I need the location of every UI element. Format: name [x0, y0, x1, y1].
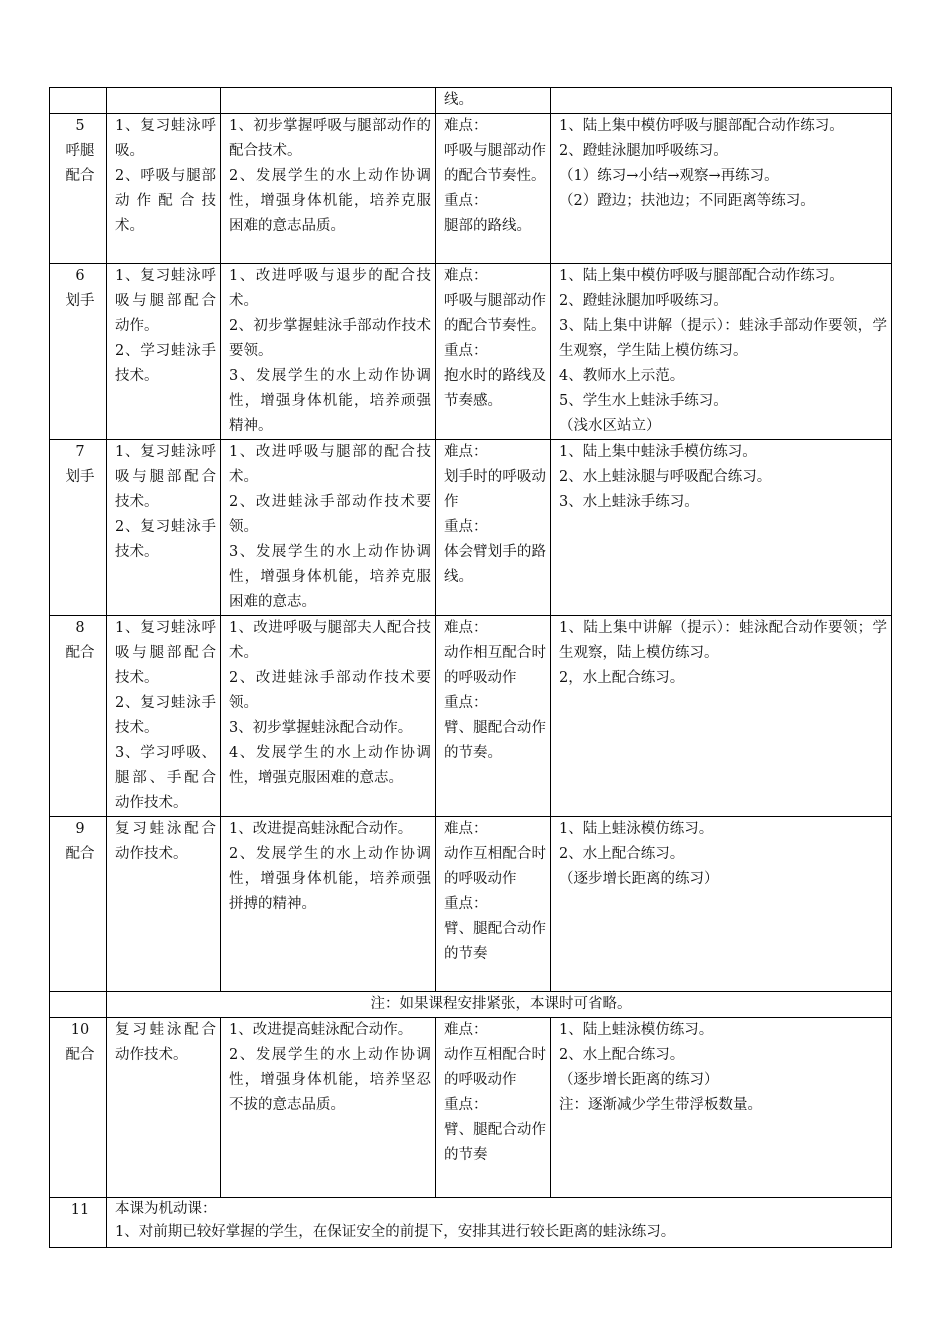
methods-cell-line: 3、水上蛙泳手练习。 [559, 494, 699, 510]
lesson-number: 11 [50, 1198, 107, 1248]
content-cell [107, 817, 221, 992]
key-points-cell-line: 臂、腿配合动作的节奏 [444, 1122, 546, 1163]
key-points-cell [436, 88, 551, 114]
goals-cell [221, 264, 436, 440]
lesson-number: 9 [75, 821, 85, 837]
key-points-cell-line: 难点： [444, 444, 488, 460]
methods-cell [551, 817, 892, 992]
key-points-cell-line: 臂、腿配合动作的节奏 [444, 921, 546, 962]
lesson-number-cell [50, 114, 107, 264]
methods-cell-line: 1、陆上集中讲解（提示）：蛙泳配合动作要领；学生观察，陆上模仿练习。 [559, 620, 887, 661]
key-points-cell-line: 重点： [444, 519, 488, 535]
goals-cell [221, 88, 436, 114]
key-points-cell-line: 重点： [444, 896, 488, 912]
goals-cell-line: 1、改进提高蛙泳配合动作。 [229, 1022, 413, 1038]
goals-cell-line: 2、改进蛙泳手部动作技术要领。 [229, 670, 431, 711]
goals-cell-line: 1、改进提高蛙泳配合动作。 [229, 821, 413, 837]
lesson-number: 6 [75, 268, 85, 284]
key-points-cell-line: 抱水时的路线及节奏感。 [444, 368, 546, 409]
table-row [50, 817, 892, 992]
content-cell [107, 440, 221, 616]
methods-cell-line: 2、水上蛙泳腿与呼吸配合练习。 [559, 469, 772, 485]
lesson-number-cell [50, 88, 107, 114]
flex-lesson-line: 1、对前期已较好掌握的学生，在保证安全的前提下，安排其进行较长距离的蛙泳练习。 [115, 1224, 676, 1240]
note-row [50, 992, 892, 1018]
key-points-cell-line: 难点： [444, 118, 488, 134]
methods-cell-line: 1、陆上集中蛙泳手模仿练习。 [559, 444, 757, 460]
key-points-cell-line: 体会臂划手的路线。 [444, 544, 546, 585]
goals-cell [221, 114, 436, 264]
goals-cell-line: 1、改进呼吸与腿部的配合技术。 [229, 444, 431, 485]
lesson-number-cell [50, 1018, 107, 1198]
methods-cell-line: 2，水上配合练习。 [559, 670, 685, 686]
methods-cell-line: 1、陆上集中模仿呼吸与腿部配合动作练习。 [559, 118, 844, 134]
methods-cell-line: 2、水上配合练习。 [559, 1047, 685, 1063]
methods-cell [551, 88, 892, 114]
key-points-cell-line: 动作互相配合时的呼吸动作 [444, 846, 546, 887]
key-points-cell-line: 动作相互配合时的呼吸动作 [444, 645, 546, 686]
lesson-name: 划手 [65, 293, 95, 309]
methods-cell-line: （逐步增长距离的练习） [559, 1072, 719, 1088]
table-row [50, 440, 892, 616]
methods-cell [551, 264, 892, 440]
goals-cell [221, 616, 436, 817]
methods-cell [551, 440, 892, 616]
content-cell [107, 616, 221, 817]
key-points-cell [436, 616, 551, 817]
methods-cell-line: 1、陆上集中模仿呼吸与腿部配合动作练习。 [559, 268, 844, 284]
methods-cell [551, 616, 892, 817]
key-points-cell-line: 呼吸与腿部动作的配合节奏性。 [444, 293, 546, 334]
methods-cell-line: （逐步增长距离的练习） [559, 871, 719, 887]
table-row [50, 88, 892, 114]
content-cell-line: 1、复习蛙泳呼吸与腿部配合技术。 [115, 444, 216, 510]
methods-cell-line: 1、陆上蛙泳模仿练习。 [559, 1022, 714, 1038]
key-points-cell-line: 臂、腿配合动作的节奏。 [444, 720, 546, 761]
lesson-name: 配合 [65, 846, 95, 862]
key-points-cell [436, 264, 551, 440]
key-points-cell-line: 重点： [444, 343, 488, 359]
goals-cell [221, 440, 436, 616]
key-points-cell [436, 817, 551, 992]
key-points-cell-line: 难点： [444, 620, 488, 636]
lesson-name: 配合 [65, 645, 95, 661]
key-points-cell-line: 腿部的路线。 [444, 218, 531, 234]
lesson-number: 5 [75, 118, 85, 134]
empty-cell [50, 992, 107, 1018]
key-points-cell [436, 114, 551, 264]
lesson-name: 呼腿配合 [65, 143, 95, 184]
key-points-cell-line: 难点： [444, 1022, 488, 1038]
methods-cell-line: 2、蹬蛙泳腿加呼吸练习。 [559, 293, 728, 309]
key-points-cell-line: 重点： [444, 193, 488, 209]
content-cell-line: 1、复习蛙泳呼吸。 [115, 118, 216, 159]
content-cell-line: 2、学习蛙泳手技术。 [115, 343, 216, 384]
table-row [50, 264, 892, 440]
content-cell-line: 2、复习蛙泳手技术。 [115, 695, 216, 736]
content-cell-line: 3、学习呼吸、腿部、手配合动作技术。 [115, 745, 216, 811]
methods-cell-line: 2、蹬蛙泳腿加呼吸练习。 [559, 143, 728, 159]
goals-cell-line: 2、改进蛙泳手部动作技术要领。 [229, 494, 431, 535]
table-row [50, 114, 892, 264]
goals-cell-line: 4、发展学生的水上动作协调性，增强克服困难的意志。 [229, 745, 431, 786]
lesson-number: 10 [70, 1022, 90, 1038]
methods-cell-line: （2）蹬边；扶池边；不同距离等练习。 [559, 193, 815, 209]
key-points-cell-line: 呼吸与腿部动作的配合节奏性。 [444, 143, 546, 184]
content-cell [107, 264, 221, 440]
methods-cell-line: 2、水上配合练习。 [559, 846, 685, 862]
content-cell-line: 复习蛙泳配合动作技术。 [115, 1022, 216, 1063]
lesson-plan-table [49, 87, 892, 1248]
methods-cell-line: 4、教师水上示范。 [559, 368, 685, 384]
lesson-number-cell [50, 817, 107, 992]
lesson-number: 8 [75, 620, 85, 636]
key-points-cell-line: 线。 [444, 92, 473, 108]
content-cell-line: 2、复习蛙泳手技术。 [115, 519, 216, 560]
key-points-cell-line: 划手时的呼吸动作 [444, 469, 546, 510]
key-points-cell-line: 难点： [444, 268, 488, 284]
lesson-name: 配合 [65, 1047, 95, 1063]
content-cell-line: 复习蛙泳配合动作技术。 [115, 821, 216, 862]
methods-cell-line: （浅水区站立） [559, 418, 661, 434]
key-points-cell-line: 重点： [444, 1097, 488, 1113]
methods-cell-line: （1）练习→小结→观察→再练习。 [559, 168, 779, 184]
key-points-cell-line: 难点： [444, 821, 488, 837]
methods-cell [551, 114, 892, 264]
note-text: 注：如果课程安排紧张，本课时可省略。 [107, 992, 892, 1018]
goals-cell-line: 1、初步掌握呼吸与腿部动作的配合技术。 [229, 118, 431, 159]
flex-lesson-cell [107, 1198, 892, 1248]
key-points-cell [436, 1018, 551, 1198]
lesson-name: 划手 [65, 469, 95, 485]
content-cell-line: 1、复习蛙泳呼吸与腿部配合技术。 [115, 620, 216, 686]
key-points-cell-line: 重点： [444, 695, 488, 711]
goals-cell-line: 3、发展学生的水上动作协调性，增强身体机能，培养克服困难的意志。 [229, 544, 431, 610]
lesson-number-cell [50, 616, 107, 817]
lesson-number-cell [50, 264, 107, 440]
lesson-number-cell [50, 440, 107, 616]
content-cell [107, 1018, 221, 1198]
methods-cell [551, 1018, 892, 1198]
goals-cell-line: 2、初步掌握蛙泳手部动作技术要领。 [229, 318, 431, 359]
content-cell [107, 88, 221, 114]
goals-cell [221, 817, 436, 992]
goals-cell [221, 1018, 436, 1198]
methods-cell-line: 5、学生水上蛙泳手练习。 [559, 393, 728, 409]
methods-cell-line: 1、陆上蛙泳模仿练习。 [559, 821, 714, 837]
goals-cell-line: 2、发展学生的水上动作协调性，增强身体机能，培养坚忍不拔的意志品质。 [229, 1047, 431, 1113]
table-row [50, 616, 892, 817]
table-row [50, 1018, 892, 1198]
flex-lesson-line: 本课为机动课： [115, 1201, 217, 1217]
methods-cell-line: 注：逐渐减少学生带浮板数量。 [559, 1097, 762, 1113]
lesson-number: 7 [75, 444, 85, 460]
content-cell-line: 2、呼吸与腿部动作配合技术。 [115, 168, 216, 234]
content-cell [107, 114, 221, 264]
table-row [50, 1198, 892, 1248]
goals-cell-line: 2、发展学生的水上动作协调性，增强身体机能，培养顽强拼搏的精神。 [229, 846, 431, 912]
goals-cell-line: 1、改进呼吸与退步的配合技术。 [229, 268, 431, 309]
goals-cell-line: 3、发展学生的水上动作协调性，增强身体机能，培养顽强精神。 [229, 368, 431, 434]
key-points-cell [436, 440, 551, 616]
methods-cell-line: 3、陆上集中讲解（提示）：蛙泳手部动作要领，学生观察，学生陆上模仿练习。 [559, 318, 887, 359]
key-points-cell-line: 动作互相配合时的呼吸动作 [444, 1047, 546, 1088]
content-cell-line: 1、复习蛙泳呼吸与腿部配合动作。 [115, 268, 216, 334]
goals-cell-line: 2、发展学生的水上动作协调性，增强身体机能，培养克服困难的意志品质。 [229, 168, 431, 234]
goals-cell-line: 1、改进呼吸与腿部夫人配合技术。 [229, 620, 431, 661]
goals-cell-line: 3、初步掌握蛙泳配合动作。 [229, 720, 413, 736]
